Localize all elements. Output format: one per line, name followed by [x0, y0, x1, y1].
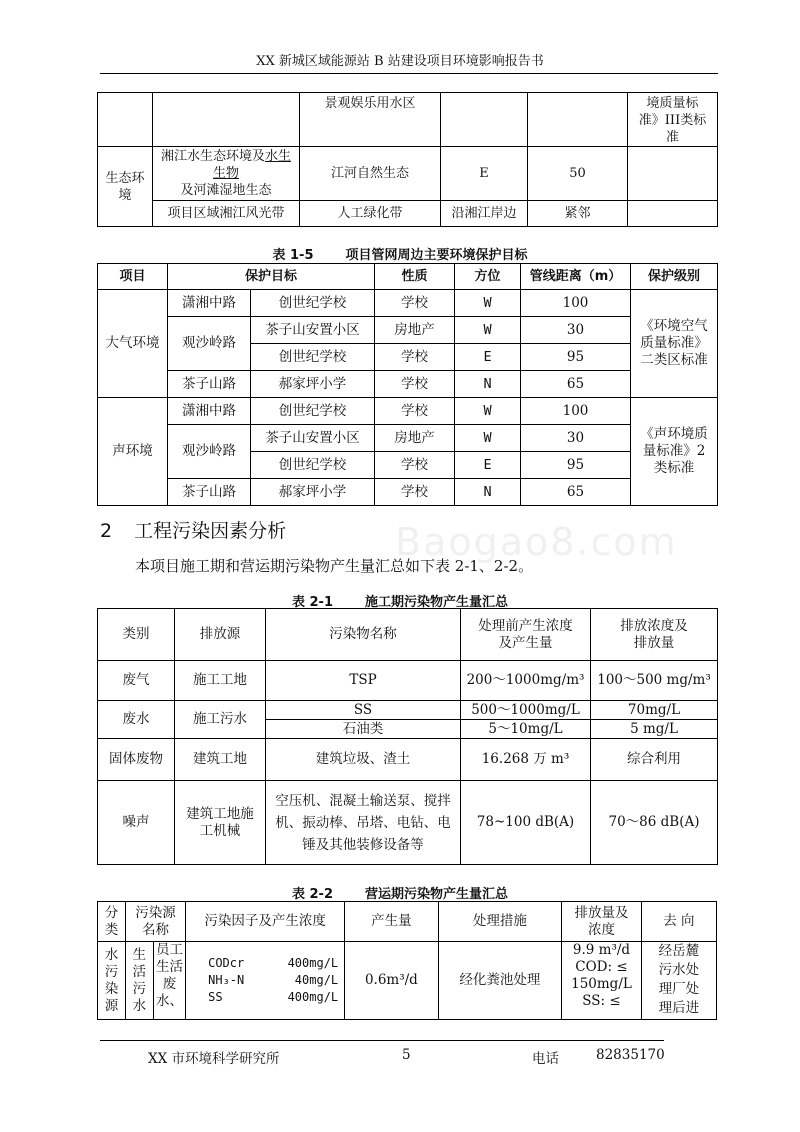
cell-line: 境质量标	[646, 96, 699, 111]
section-heading	[100, 516, 286, 543]
treatment-cell: 经化粪池处理	[438, 942, 562, 1020]
level-cell	[631, 290, 718, 398]
cell	[528, 93, 628, 147]
nature-cell: 房地产	[375, 425, 455, 452]
source-cell: 施工污水	[175, 701, 266, 739]
after-cell: 70mg/L	[591, 701, 718, 720]
page-header: XX 新城区域能源站 B 站建设项目环境影响报告书	[256, 54, 544, 69]
target-cell: 创世纪学校	[251, 290, 375, 317]
factor-line: SS 400mg/L	[208, 990, 339, 1004]
level-text: 《声环境质量标准》2类标准	[640, 426, 708, 476]
cell	[628, 201, 718, 227]
cell	[153, 93, 300, 147]
header-cell: 排放源	[175, 609, 266, 661]
header-cell: 去 向	[641, 902, 716, 942]
header-cell: 方位	[455, 264, 521, 290]
cell	[98, 93, 153, 147]
direction-cell: W	[455, 317, 521, 344]
group-name: 大气环境	[98, 290, 168, 398]
footer-org: XX 市环境科学研究所	[148, 1051, 280, 1067]
cell	[153, 147, 300, 201]
nature-cell: 学校	[375, 398, 455, 425]
cell	[628, 93, 718, 147]
source-cell: 员工生活废水、	[153, 942, 185, 1020]
pollutant-cell: TSP	[266, 661, 461, 701]
target-cell: 创世纪学校	[251, 344, 375, 371]
direction-cell: W	[455, 398, 521, 425]
header-cell: 处理前产生浓度及产生量	[461, 609, 591, 661]
table-2-2-caption	[0, 883, 800, 902]
target-cell: 郝家坪小学	[251, 371, 375, 398]
cell: 沿湘江岸边	[441, 201, 528, 227]
footer-phone: 82835170	[596, 1047, 665, 1063]
distance-cell: 100	[521, 290, 631, 317]
cell-line: 准》III类标	[638, 113, 707, 128]
line-a: 湘江水生态环境及	[160, 149, 265, 164]
table-1-5-caption	[0, 244, 800, 263]
destination-line: 理后进	[658, 1000, 700, 1016]
cell-line	[155, 148, 297, 182]
cell: 人工绿化带	[300, 201, 441, 227]
target-cell: 郝家坪小学	[251, 479, 375, 506]
before-cell: 5～10mg/L	[461, 720, 591, 739]
source-cell: 建筑工地施工机械	[175, 781, 266, 865]
factor-line: CODcr 400mg/L	[208, 956, 339, 970]
cell	[628, 147, 718, 201]
direction-cell: W	[455, 290, 521, 317]
category-cell: 噪声	[98, 781, 175, 865]
road-cell: 潇湘中路	[168, 398, 251, 425]
caption-number: 表 1-5	[272, 248, 314, 263]
caption-number: 表 2-1	[291, 595, 333, 610]
direction-cell: E	[455, 452, 521, 479]
road-cell: 观沙岭路	[168, 425, 251, 479]
header-cell: 污染源名称	[125, 902, 185, 942]
distance-cell: 65	[521, 479, 631, 506]
cell: E	[441, 147, 528, 201]
before-cell: 500～1000mg/L	[461, 701, 591, 720]
header-cell: 产生量	[345, 902, 438, 942]
after-cell: 70～86 dB(A)	[591, 781, 718, 865]
subcategory-cell: 生活污水	[125, 942, 153, 1020]
group-name: 声环境	[98, 398, 168, 506]
header-cell: 类别	[98, 609, 175, 661]
cell-line: 及河滩湿地生态	[180, 183, 272, 198]
road-cell: 茶子山路	[168, 371, 251, 398]
emission-cell	[562, 942, 642, 1020]
direction-cell: E	[455, 344, 521, 371]
nature-cell: 学校	[375, 371, 455, 398]
body-paragraph: 本项目施工期和营运期污染物产生量汇总如下表 2-1、2-2。	[135, 557, 534, 575]
amount-cell: 0.6m³/d	[345, 942, 438, 1020]
category-cell: 废水	[98, 701, 175, 739]
category-label: 生态环境	[105, 170, 145, 203]
destination-cell	[641, 942, 716, 1020]
factor-line: NH₃-N 40mg/L	[208, 973, 339, 987]
before-cell: 78~100 dB(A)	[461, 781, 591, 865]
cell	[300, 93, 441, 147]
emission-line: COD: ≤	[575, 959, 628, 975]
road-cell: 潇湘中路	[168, 290, 251, 317]
cell: 紧邻	[528, 201, 628, 227]
caption-title: 营运期污染物产生量汇总	[365, 887, 509, 902]
before-cell: 16.268 万 m³	[461, 739, 591, 781]
header-cell: 保护级别	[631, 264, 718, 290]
header-cell: 项目	[98, 264, 168, 290]
header-cell: 排放浓度及排放量	[591, 609, 718, 661]
distance-cell: 65	[521, 371, 631, 398]
header-cell: 污染因子及产生浓度	[186, 902, 345, 942]
caption-title: 项目管网周边主要环境保护目标	[345, 248, 528, 263]
section-title: 工程污染因素分析	[134, 520, 287, 542]
direction-cell: W	[455, 425, 521, 452]
footer-rule	[100, 1040, 664, 1041]
level-text: 《环境空气质量标准》二类区标准	[640, 318, 708, 368]
header-cell: 污染物名称	[266, 609, 461, 661]
nature-cell: 学校	[375, 344, 455, 371]
nature-cell: 学校	[375, 452, 455, 479]
after-cell: 5 mg/L	[591, 720, 718, 739]
table-2-2	[97, 901, 717, 1020]
line-b: 水生生物	[212, 149, 292, 181]
destination-line: 理厂处	[658, 981, 700, 997]
caption-title: 施工期污染物产生量汇总	[365, 595, 509, 610]
road-cell: 观沙岭路	[168, 317, 251, 371]
header-cell: 排放量及浓度	[562, 902, 642, 942]
emission-line: 150mg/L	[571, 976, 632, 992]
header-rule	[100, 73, 718, 74]
direction-cell: N	[455, 371, 521, 398]
source-cell: 建筑工地	[175, 739, 266, 781]
level-cell	[631, 398, 718, 506]
source-cell: 施工工地	[175, 661, 266, 701]
target-cell: 创世纪学校	[251, 398, 375, 425]
after-cell: 100～500 mg/m³	[591, 661, 718, 701]
factor-cell	[186, 942, 345, 1020]
header-cell: 处理措施	[438, 902, 562, 942]
cell	[441, 93, 528, 147]
direction-cell: N	[455, 479, 521, 506]
distance-cell: 95	[521, 452, 631, 479]
before-cell: 200～1000mg/m³	[461, 661, 591, 701]
watermark: Baogao8.com	[395, 520, 678, 564]
pollutant-cell: 石油类	[266, 720, 461, 739]
destination-line: 经岳麓	[658, 943, 700, 959]
target-cell: 茶子山安置小区	[251, 317, 375, 344]
category-cell: 固体废物	[98, 739, 175, 781]
distance-cell: 30	[521, 425, 631, 452]
header-cell: 性质	[375, 264, 455, 290]
table-2-1	[97, 608, 718, 865]
category-cell	[98, 147, 153, 227]
page-number: 5	[402, 1047, 411, 1063]
emission-line: SS: ≤	[582, 993, 621, 1009]
nature-cell: 学校	[375, 479, 455, 506]
pollutant-cell: 建筑垃圾、渣土	[266, 739, 461, 781]
category-cell: 水污染源	[98, 942, 126, 1020]
distance-cell: 30	[521, 317, 631, 344]
pollutant-cell: SS	[266, 701, 461, 720]
cell: 江河自然生态	[300, 147, 441, 201]
header-cell: 分类	[98, 902, 126, 942]
cell-text: 景观娱乐用水区	[324, 96, 416, 111]
section-number: 2	[100, 520, 113, 542]
cell: 50	[528, 147, 628, 201]
category-cell: 废气	[98, 661, 175, 701]
road-cell: 茶子山路	[168, 479, 251, 506]
table-1-5	[97, 263, 718, 506]
cell: 项目区域湘江风光带	[153, 201, 300, 227]
header-cell: 保护目标	[168, 264, 375, 290]
after-cell: 综合利用	[591, 739, 718, 781]
distance-cell: 100	[521, 398, 631, 425]
table-continued	[97, 92, 718, 227]
cell-line: 准	[665, 130, 679, 145]
nature-cell: 学校	[375, 290, 455, 317]
distance-cell: 95	[521, 344, 631, 371]
target-cell: 创世纪学校	[251, 452, 375, 479]
nature-cell: 房地产	[375, 317, 455, 344]
pollutant-cell: 空压机、混凝土输送泵、搅拌机、振动棒、吊塔、电钻、电锤及其他装修设备等	[266, 781, 461, 865]
footer-phone-label: 电话	[532, 1051, 559, 1067]
target-cell: 茶子山安置小区	[251, 425, 375, 452]
destination-line: 污水处	[658, 962, 700, 978]
caption-number: 表 2-2	[291, 887, 333, 902]
header-cell: 管线距离（m）	[521, 264, 631, 290]
emission-line: 9.9 m³/d	[572, 942, 631, 958]
